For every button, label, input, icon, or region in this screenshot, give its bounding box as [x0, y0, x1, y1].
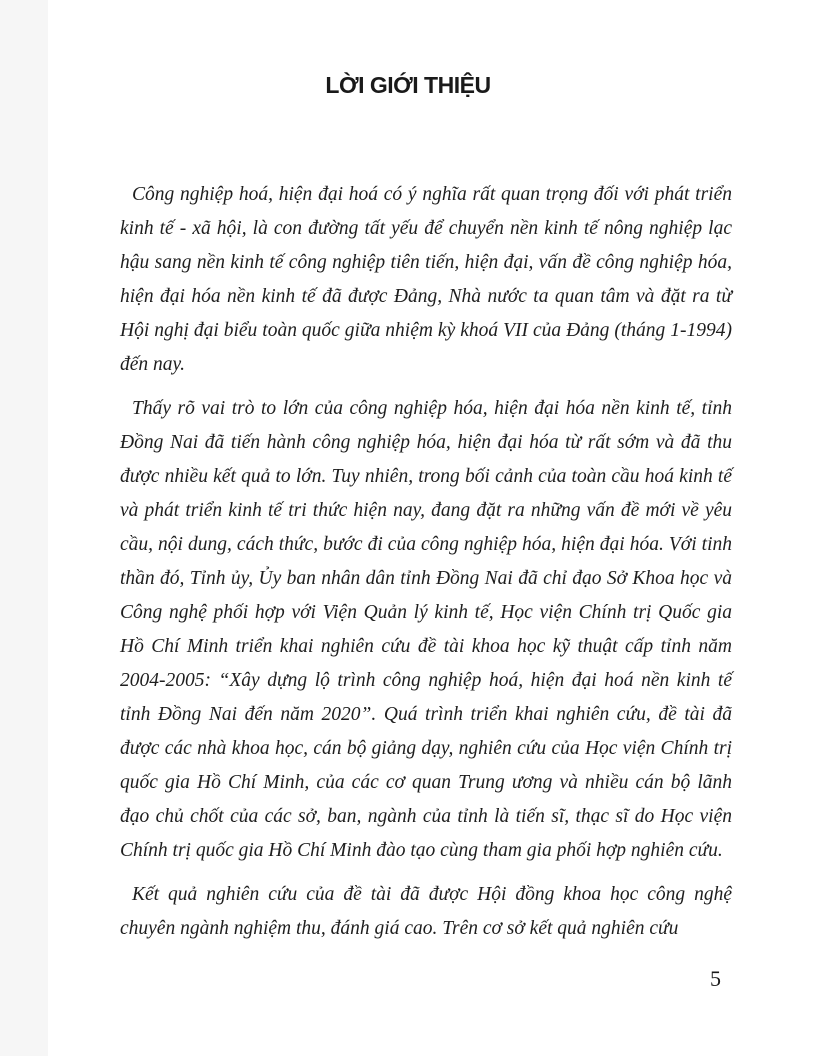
paragraph-text: Công nghiệp hoá, hiện đại hoá có ý nghĩa rất quan trọng đối với phát triển kinh tế - xã hội, là con đường tất yếu để chuyển nền kinh tế nông nghiệp lạc hậu sang nền kinh tế công nghiệp tiên tiến, hiện đại, vấn đề công nghiệp hóa, hiện đại hóa nền kinh tế đã được Đảng, Nhà nước ta quan tâm và đặt ra từ Hội nghị đại biểu toàn quốc giữa nhiệm kỳ khoá VII của Đảng (tháng 1-1994) đến nay.: [120, 184, 732, 375]
paragraph: [120, 878, 732, 946]
paragraph: [120, 392, 732, 868]
paragraph-text: Thấy rõ vai trò to lớn của công nghiệp hóa, hiện đại hóa nền kinh tế, tỉnh Đồng Nai đã tiến hành công nghiệp hóa, hiện đại hóa từ rất sớm và đã thu được nhiều kết quả to lớn. Tuy nhiên, trong bối cảnh của toàn cầu hoá kinh tế và phát triển kinh tế tri thức hiện nay, đang đặt ra những vấn đề mới về yêu cầu, nội dung, cách thức, bước đi của công nghiệp hóa, hiện đại hóa. Với tinh thần đó, Tỉnh ủy, Ủy ban nhân dân tỉnh Đồng Nai đã chỉ đạo Sở Khoa học và Công nghệ phối hợp với Viện Quản lý kinh tế, Học viện Chính trị Quốc gia Hồ Chí Minh triển khai nghiên cứu đề tài khoa học kỹ thuật cấp tỉnh năm 2004-2005: “Xây dựng lộ trình công nghiệp hoá, hiện đại hoá nền kinh tế tỉnh Đồng Nai đến năm 2020”. Quá trình triển khai nghiên cứu, đề tài đã được các nhà khoa học, cán bộ giảng dạy, nghiên cứu của Học viện Chính trị quốc gia Hồ Chí Minh, của các cơ quan Trung ương và nhiều cán bộ lãnh đạo chủ chốt của các sở, ban, ngành của tỉnh là tiến sĩ, thạc sĩ do Học viện Chính trị quốc gia Hồ Chí Minh đào tạo cùng tham gia phối hợp nghiên cứu.: [120, 398, 732, 861]
page-margin-shade: [0, 0, 48, 1056]
body-text: [120, 178, 732, 956]
paragraph-text: Kết quả nghiên cứu của đề tài đã được Hội đồng khoa học công nghệ chuyên ngành nghiệm thu, đánh giá cao. Trên cơ sở kết quả nghiên cứu: [120, 884, 732, 939]
page-number: 5: [710, 966, 721, 991]
paragraph: [120, 178, 732, 382]
page-title: LỜI GIỚI THIỆU: [325, 72, 491, 98]
